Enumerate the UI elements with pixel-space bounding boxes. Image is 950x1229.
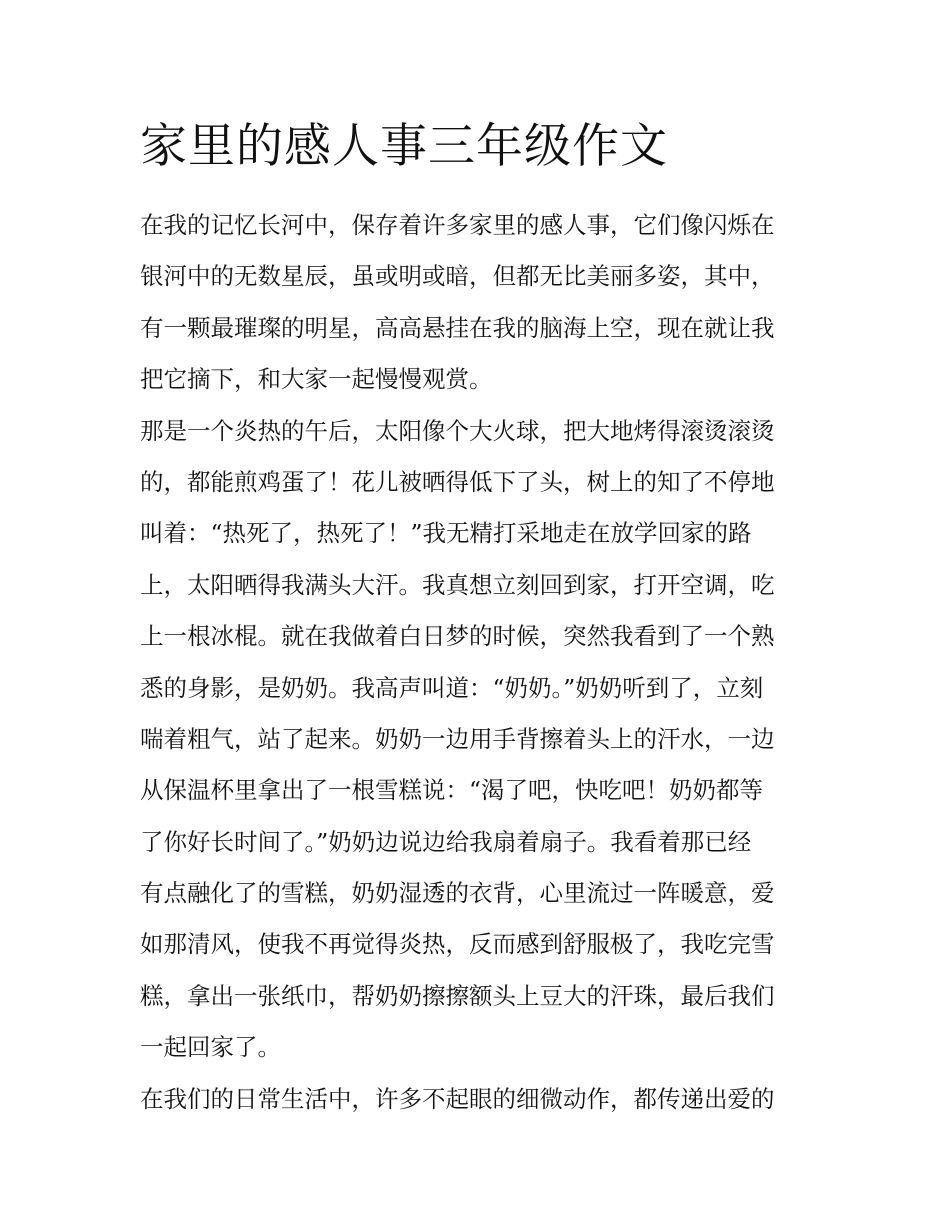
text-line: 叫着：“热死了，热死了！”我无精打采地走在放学回家的路 [140,519,752,548]
document-title: 家里的感人事三年级作文 [140,119,668,174]
text-line: 那是一个炎热的午后，太阳像个大火球，把大地烤得滚烫滚烫 [140,416,775,445]
text-line: 的，都能煎鸡蛋了！花儿被晒得低下了头，树上的知了不停地 [140,467,775,496]
text-line: 在我们的日常生活中，许多不起眼的细微动作，都传递出爱的 [140,1084,775,1113]
text-line: 上，太阳晒得我满头大汗。我真想立刻回到家，打开空调，吃 [140,570,775,599]
text-line: 了你好长时间了。”奶奶边说边给我扇着扇子。我看着那已经 [140,827,752,856]
text-line: 有一颗最璀璨的明星，高高悬挂在我的脑海上空，现在就让我 [140,313,775,342]
text-line: 糕，拿出一张纸巾，帮奶奶擦擦额头上豆大的汗珠，最后我们 [140,981,775,1010]
text-line: 一起回家了。 [140,1033,281,1062]
text-line: 悉的身影，是奶奶。我高声叫道：“奶奶。”奶奶听到了，立刻 [140,673,764,702]
text-line: 喘着粗气，站了起来。奶奶一边用手背擦着头上的汗水，一边 [140,724,775,753]
text-line: 有点融化了的雪糕，奶奶湿透的衣背，心里流过一阵暖意，爱 [140,879,775,908]
text-line: 银河中的无数星辰，虽或明或暗，但都无比美丽多姿，其中， [140,262,775,291]
text-line: 从保温杯里拿出了一根雪糕说：“渴了吧，快吃吧！奶奶都等 [140,776,764,805]
text-line: 在我的记忆长河中，保存着许多家里的感人事，它们像闪烁在 [140,211,775,239]
text-line: 上一根冰棍。就在我做着白日梦的时候，突然我看到了一个熟 [140,622,775,651]
text-line: 如那清风，使我不再觉得炎热，反而感到舒服极了，我吃完雪 [140,930,775,959]
paragraph-1 [140,200,815,406]
text-line: 把它摘下，和大家一起慢慢观赏。 [140,365,493,394]
document-body [140,200,815,1125]
paragraph-3 [140,1074,815,1125]
paragraph-2 [140,406,815,1074]
